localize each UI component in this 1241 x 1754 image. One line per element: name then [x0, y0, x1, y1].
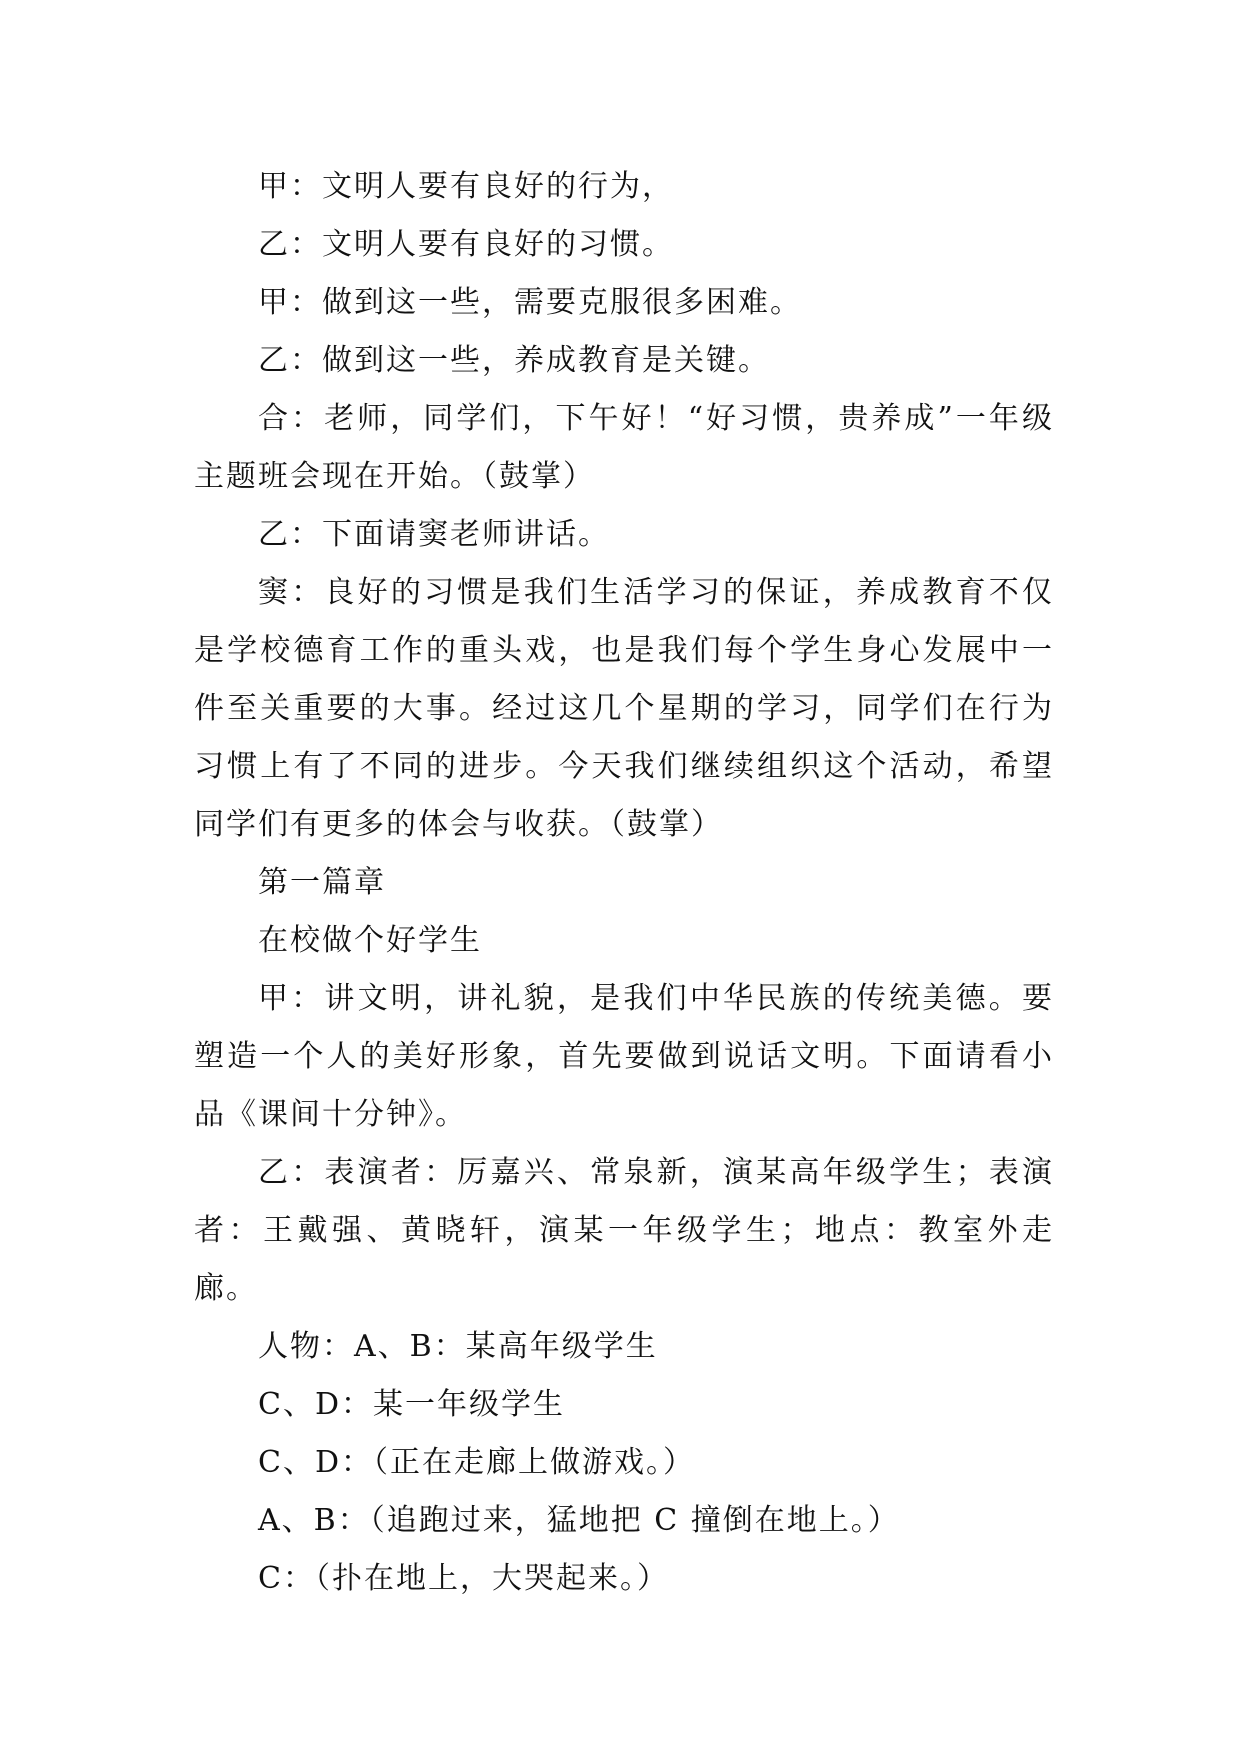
paragraph: C：（扑在地上，大哭起来。） — [258, 1561, 669, 1596]
paragraph: 乙：表演者：厉嘉兴、常泉新，演某高年级学生；表演者：王戴强、黄晓轩，演某一年级学生；地点：教室外走廊。 — [194, 1155, 1054, 1306]
paragraph: 人物：A、B：某高年级学生 — [258, 1329, 658, 1364]
document-body — [194, 158, 1054, 1608]
paragraph: 乙：下面请窦老师讲话。 — [258, 517, 610, 552]
paragraph: A、B：（追跑过来，猛地把 C 撞倒在地上。） — [258, 1503, 900, 1538]
section-subheading: 在校做个好学生 — [258, 923, 482, 958]
paragraph: 甲：文明人要有良好的行为， — [258, 169, 674, 204]
paragraph: 合：老师，同学们，下午好！“好习惯，贵养成”一年级主题班会现在开始。（鼓掌） — [194, 401, 1054, 494]
paragraph: 乙：文明人要有良好的习惯。 — [258, 227, 674, 262]
paragraph: C、D：某一年级学生 — [258, 1387, 566, 1422]
paragraph: C、D：（正在走廊上做游戏。） — [258, 1445, 696, 1480]
paragraph: 甲：做到这一些，需要克服很多困难。 — [258, 285, 802, 320]
paragraph: 窦：良好的习惯是我们生活学习的保证，养成教育不仅是学校德育工作的重头戏，也是我们每个学生身心发展中一件至关重要的大事。经过这几个星期的学习，同学们在行为习惯上有了不同的进步。今天我们继续组织这个活动，希望同学们有更多的体会与收获。（鼓掌） — [194, 575, 1054, 842]
section-heading: 第一篇章 — [258, 865, 386, 900]
paragraph: 乙：做到这一些，养成教育是关键。 — [258, 343, 770, 378]
paragraph: 甲：讲文明，讲礼貌，是我们中华民族的传统美德。要塑造一个人的美好形象，首先要做到说话文明。下面请看小品《课间十分钟》。 — [194, 981, 1054, 1132]
